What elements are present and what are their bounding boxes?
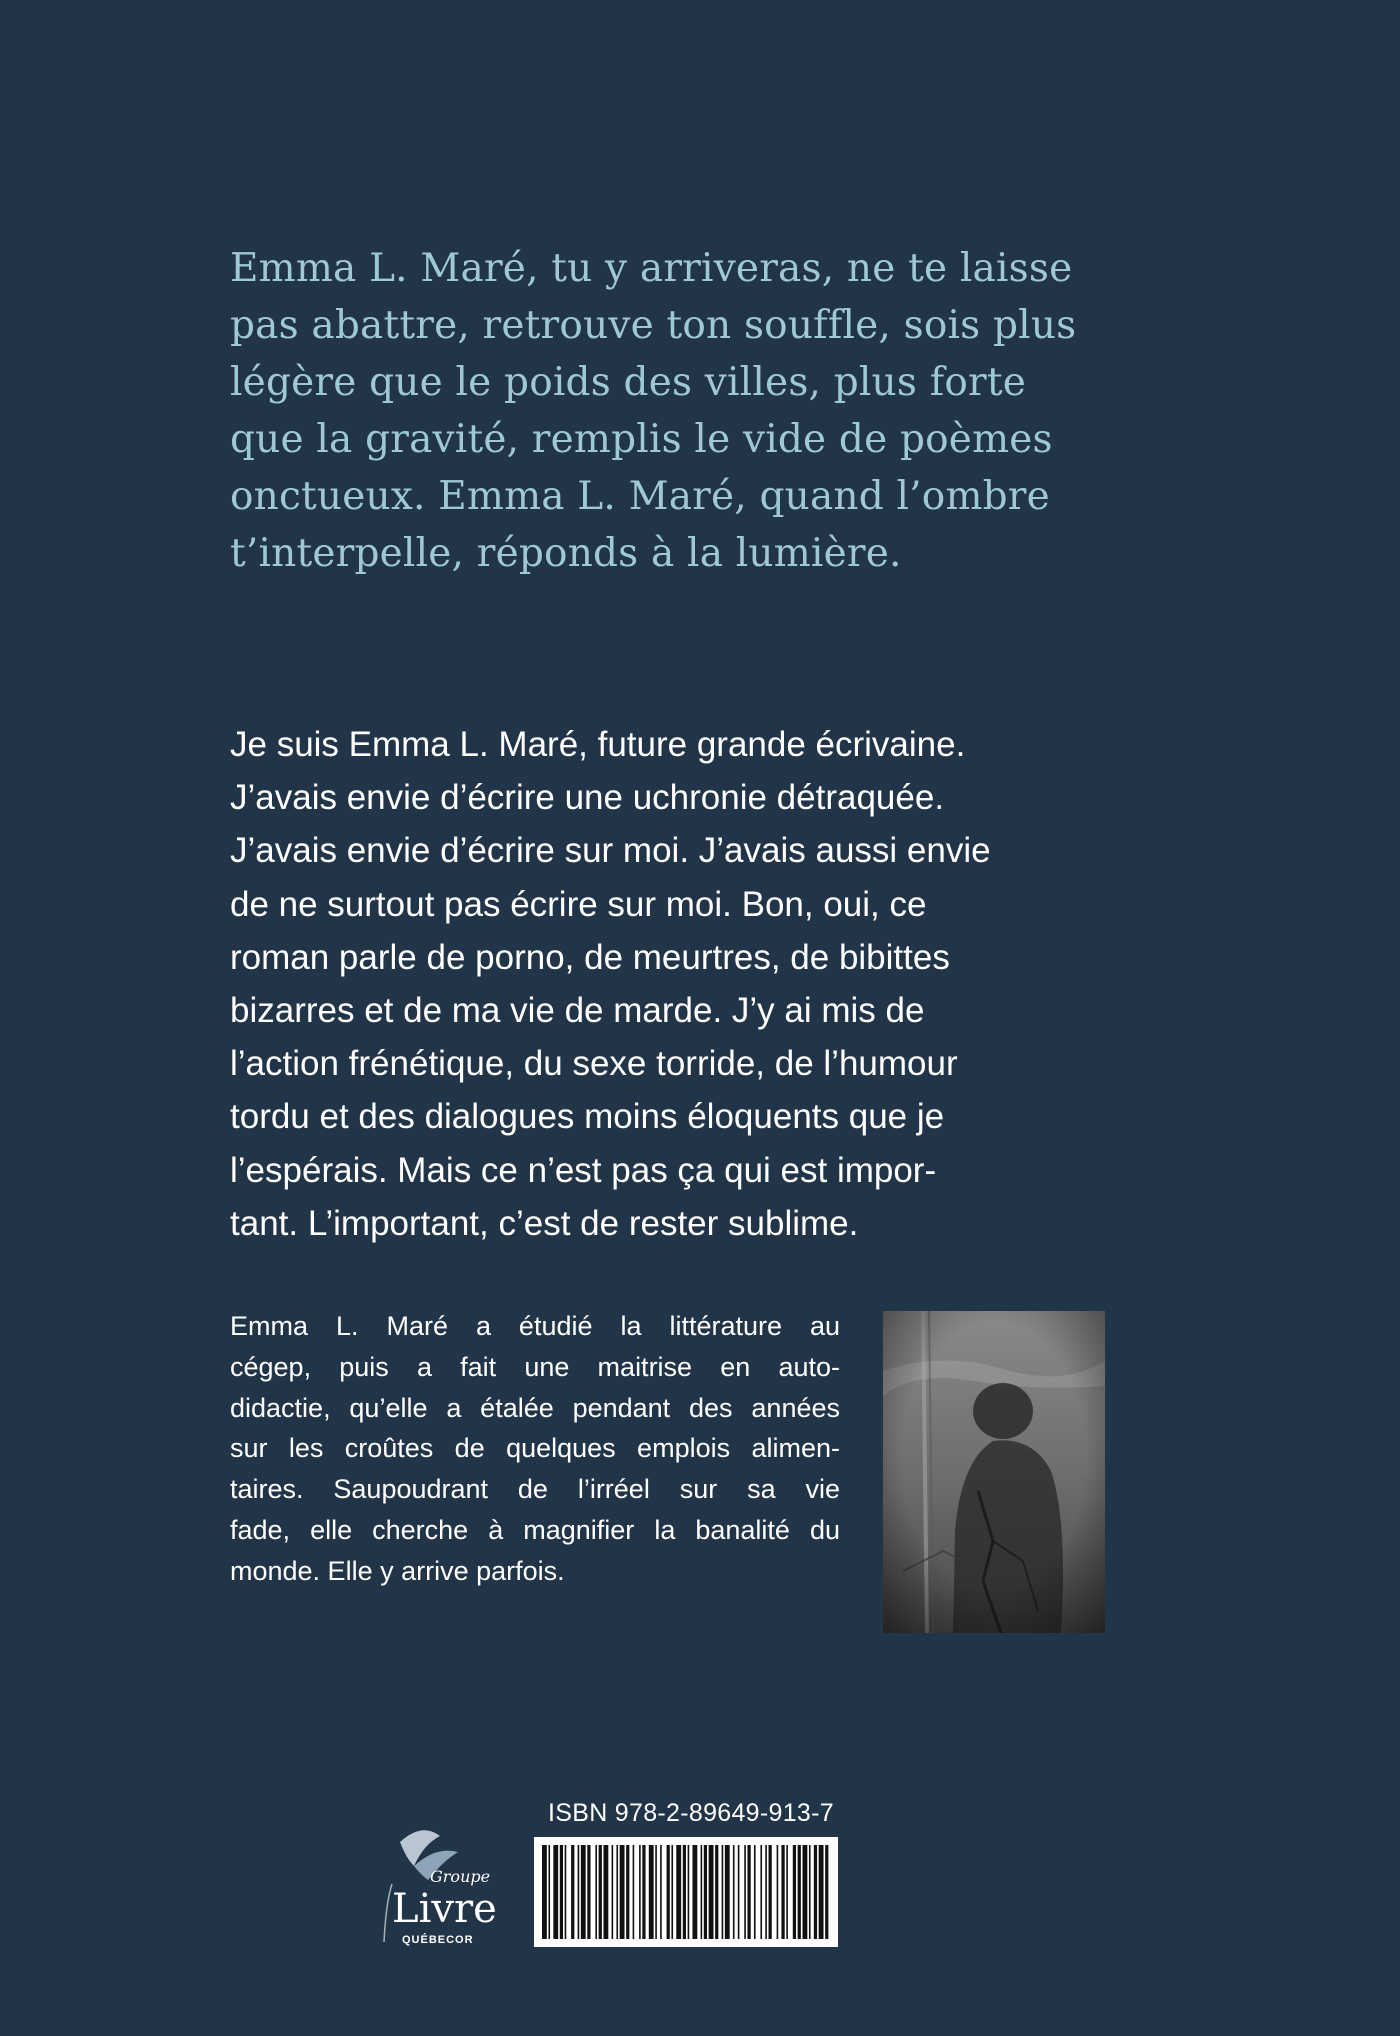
tagline-line: onctueux. Emma L. Maré, quand l’ombre — [230, 474, 1050, 519]
barcode-bar — [819, 1845, 824, 1939]
barcode-bar — [578, 1845, 580, 1939]
barcode-bar — [676, 1845, 681, 1939]
summary-line: de ne surtout pas écrire sur moi. Bon, oui, ce — [230, 884, 927, 924]
barcode-bar — [765, 1845, 767, 1939]
bio-line: sur les croûtes de quelques emplois alimen- — [230, 1433, 840, 1464]
barcode-bar — [781, 1845, 784, 1939]
barcode-bar — [733, 1845, 735, 1939]
barcode-bar — [542, 1845, 547, 1939]
barcode-bar — [612, 1845, 614, 1939]
barcode-bar — [786, 1845, 788, 1939]
summary-line: J’avais envie d’écrire sur moi. J’avais aussi envie — [230, 831, 991, 871]
tagline-line: t’interpelle, réponds à la lumière. — [230, 531, 902, 576]
barcode-bar — [633, 1845, 635, 1939]
barcode-bar — [747, 1845, 750, 1939]
summary-line: bizarres et de ma vie de marde. J’y ai mis de — [230, 991, 925, 1031]
author-photo — [883, 1311, 1105, 1633]
barcode-bar — [777, 1845, 779, 1939]
barcode-bar — [704, 1845, 707, 1939]
tagline-line: légère que le poids des villes, plus forte — [230, 360, 1026, 405]
barcode-bar — [798, 1845, 801, 1939]
barcode-bar — [616, 1845, 618, 1939]
barcode-bar — [553, 1845, 558, 1939]
publisher-bottom-label: QUÉBECOR — [402, 1934, 474, 1946]
tagline-line: Emma L. Maré, tu y arriveras, ne te laisse — [230, 246, 1073, 291]
summary-line: Je suis Emma L. Maré, future grande écrivaine. — [230, 725, 966, 764]
barcode-bar — [603, 1845, 608, 1939]
bio-line: didactie, qu’elle a étalée pendant des années — [230, 1392, 840, 1423]
barcode-bar — [769, 1845, 772, 1939]
groupe-livre-quebecor-logo — [362, 1822, 512, 1972]
barcode-bar — [599, 1845, 602, 1939]
author-bio — [230, 1306, 840, 1592]
barcode-bar — [642, 1845, 645, 1939]
summary-line: l’espérais. Mais ce n’est pas ça qui est impor- — [230, 1150, 937, 1190]
barcode-bar — [738, 1845, 740, 1939]
barcode-bar — [722, 1845, 724, 1939]
bio-line: monde. Elle y arrive parfois. — [230, 1555, 565, 1586]
barcode-bar — [671, 1845, 673, 1939]
barcode-bar — [595, 1845, 597, 1939]
bio-line: taires. Saupoudrant de l’irréel sur sa vie — [230, 1474, 840, 1505]
barcode-bar — [548, 1845, 550, 1939]
tagline-line: que la gravité, remplis le vide de poèmes — [230, 417, 1053, 462]
barcode-bar — [683, 1845, 686, 1939]
publisher-top-label: Groupe — [430, 1867, 491, 1886]
bio-line: fade, elle cherche à magnifier la banalité du — [230, 1514, 840, 1545]
barcode-bar — [620, 1845, 625, 1939]
bio-line: cégep, puis a fait une maitrise en auto- — [230, 1351, 840, 1382]
barcode-bar — [688, 1845, 690, 1939]
barcode-bar — [565, 1845, 567, 1939]
summary-line: tant. L’important, c’est de rester sublime. — [230, 1203, 859, 1243]
barcode-bar — [802, 1845, 807, 1939]
barcode-bar — [825, 1845, 828, 1939]
book-summary — [230, 718, 1030, 1250]
barcode-bar — [581, 1845, 586, 1939]
barcode-bar — [760, 1845, 762, 1939]
barcode-bar — [709, 1845, 714, 1939]
isbn-barcode — [534, 1837, 838, 1947]
barcode-bar — [715, 1845, 718, 1939]
bio-line: Emma L. Maré a étudié la littérature au — [230, 1311, 840, 1341]
publisher-logo — [362, 1822, 512, 1972]
publisher-main-label: Livre — [392, 1886, 497, 1932]
summary-line: l’action frénétique, du sexe torride, de l’humour — [230, 1044, 958, 1084]
isbn-label: ISBN 978-2-89649-913-7 — [548, 1799, 834, 1827]
summary-line: J’avais envie d’écrire une uchronie détraquée. — [230, 778, 945, 818]
summary-line: roman parle de porno, de meurtres, de bibittes — [230, 937, 950, 977]
barcode-bar — [744, 1845, 746, 1939]
barcode-bar — [626, 1845, 629, 1939]
barcode-bar — [655, 1845, 657, 1939]
barcode-graphic — [534, 1837, 838, 1947]
barcode-bar — [639, 1845, 641, 1939]
barcode-bar — [701, 1845, 703, 1939]
barcode-bar — [587, 1845, 590, 1939]
tagline-quote — [230, 240, 1130, 582]
barcode-bar — [667, 1845, 670, 1939]
barcode-bar — [725, 1845, 730, 1939]
barcode-bar — [571, 1845, 574, 1939]
barcode-bar — [692, 1845, 697, 1939]
barcode-bar — [809, 1845, 811, 1939]
barcode-bar — [649, 1845, 654, 1939]
barcode-bar — [793, 1845, 796, 1939]
barcode-bar — [660, 1845, 662, 1939]
barcode-bar — [814, 1845, 817, 1939]
author-shadow-photo — [883, 1311, 1105, 1633]
barcode-bar — [754, 1845, 756, 1939]
summary-line: tordu et des dialogues moins éloquents que je — [230, 1097, 945, 1137]
barcode-bar — [560, 1845, 563, 1939]
tagline-line: pas abattre, retrouve ton souffle, sois plus — [230, 303, 1077, 348]
